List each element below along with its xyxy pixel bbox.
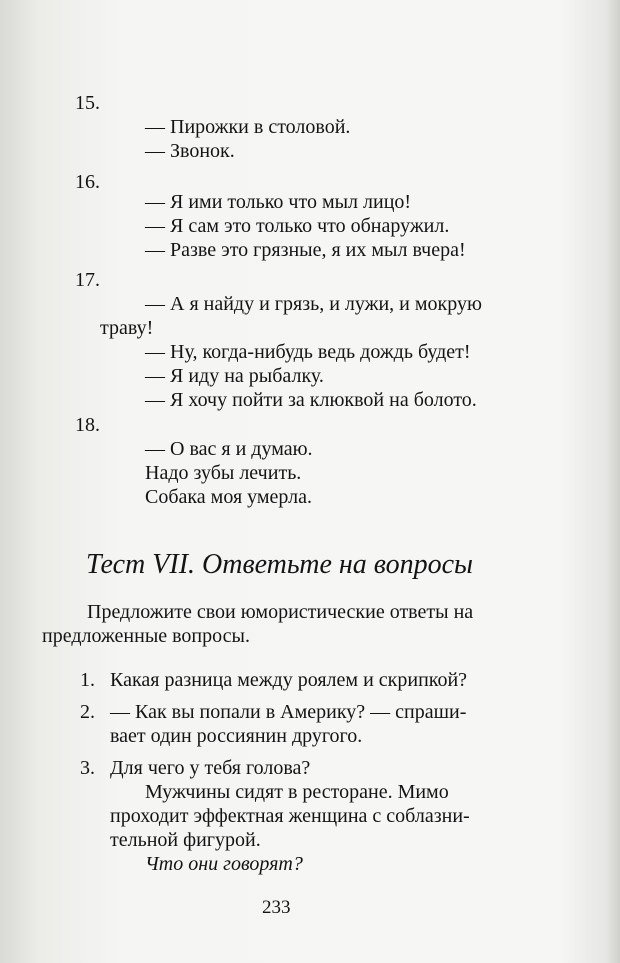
question-line: Для чего у тебя голова?: [110, 757, 311, 779]
scenario-line: тельной фигурой.: [110, 829, 261, 851]
item-line: — О вас я и думаю.: [145, 438, 313, 460]
item-line: — Я хочу пойти за клюквой на болото.: [145, 389, 477, 411]
item-line: — Я сам это только что обнаружил.: [145, 215, 450, 237]
intro-line: предложенные вопросы.: [42, 625, 250, 647]
item-line: Надо зубы лечить.: [145, 462, 302, 484]
item-line: — Звонок.: [145, 140, 235, 162]
item-line: — Ну, когда-нибудь ведь дождь будет!: [145, 341, 471, 363]
item-number: 17.: [75, 269, 100, 291]
item-line: — Я ими только что мыл лицо!: [145, 191, 412, 213]
item-line: — А я найду и грязь, и лужи, и мокрую: [145, 293, 482, 315]
item-line: — Я иду на рыбалку.: [145, 365, 324, 387]
item-line: — Пирожки в столовой.: [145, 116, 351, 138]
item-line: траву!: [100, 317, 154, 339]
item-line: Собака моя умерла.: [145, 486, 313, 508]
intro-line: Предложите свои юмористические ответы на: [87, 601, 474, 623]
item-number: 15.: [75, 92, 100, 114]
page-number: 233: [262, 897, 291, 918]
question-number: 2.: [80, 701, 95, 723]
question-line: Какая разница между роялем и скрипкой?: [110, 669, 468, 691]
prompt-line: Что они говорят?: [145, 853, 303, 875]
question-line: вает один россиянин другого.: [110, 725, 363, 747]
scenario-line: проходит эффектная женщина с соблазни-: [110, 805, 470, 827]
section-heading: Тест VII. Ответьте на вопросы: [86, 549, 473, 580]
item-number: 16.: [75, 171, 100, 193]
question-line: — Как вы попали в Америку? — спраши-: [110, 701, 467, 723]
scenario-line: Мужчины сидят в ресторане. Мимо: [145, 781, 449, 803]
question-number: 3.: [80, 757, 95, 779]
item-line: — Разве это грязные, я их мыл вчера!: [145, 239, 466, 261]
question-number: 1.: [80, 669, 95, 691]
item-number: 18.: [75, 414, 100, 436]
